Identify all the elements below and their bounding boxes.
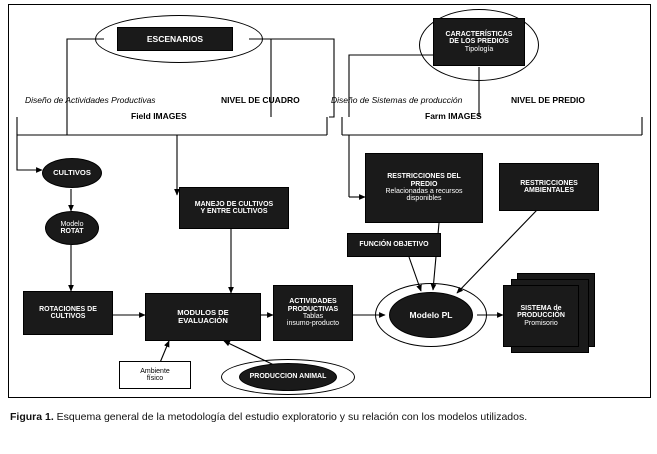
label-field-images: Field IMAGES [131, 111, 187, 121]
node-produccion-animal-label: PRODUCCION ANIMAL [249, 373, 327, 381]
node-manejo-line1: MANEJO DE CULTIVOS [194, 200, 274, 208]
node-sistema-line2: PRODUCCIÓN [517, 312, 565, 320]
node-modelo-rotat-line1: Modelo [60, 220, 84, 228]
node-cultivos[interactable] [42, 158, 102, 188]
node-escenarios-label: ESCENARIOS [146, 33, 204, 44]
node-actividades-line1: ACTIVIDADES [289, 298, 337, 306]
node-cultivos-label: CULTIVOS [53, 168, 91, 178]
node-restricciones-predio-line1: RESTRICCIONES DEL [387, 173, 461, 181]
node-escenarios[interactable] [117, 27, 233, 51]
label-farm-images: Farm IMAGES [425, 111, 482, 121]
node-actividades-productivas[interactable] [273, 285, 353, 341]
node-restricciones-ambientales[interactable] [499, 163, 599, 211]
node-produccion-animal[interactable] [239, 363, 337, 391]
label-diseno-actividades: Diseño de Actividades Productivas [25, 95, 156, 105]
node-restricciones-predio-line4: disponibles [406, 195, 442, 203]
node-sistema-produccion-stack[interactable] [503, 273, 597, 353]
node-actividades-line4: insumo-producto [286, 320, 340, 328]
node-caracteristicas-line2: DE LOS PREDIOS [449, 38, 509, 46]
node-rotaciones-cultivos[interactable] [23, 291, 113, 335]
node-ambiente-line1: Ambiente [140, 367, 170, 375]
node-modelo-rotat-line2: ROTAT [60, 228, 84, 235]
node-manejo-cultivos[interactable] [179, 187, 289, 229]
node-restricciones-ambientales-line1: RESTRICCIONES [520, 179, 578, 187]
node-sistema-line3: Promisorio [524, 319, 558, 327]
node-ambiente-line2: físico [146, 375, 164, 382]
node-caracteristicas-line1: CARACTERÍSTICAS [445, 30, 513, 38]
node-modelo-pl-label: Modelo PL [409, 309, 453, 320]
node-restricciones-ambientales-line2: AMBIENTALES [523, 187, 575, 194]
label-nivel-cuadro: NIVEL DE CUADRO [221, 95, 300, 105]
diagram-canvas [8, 4, 651, 398]
figure-caption-text: Esquema general de la metodología del estudio exploratorio y su relación con los modelos utilizados. [53, 411, 528, 423]
node-restricciones-predio[interactable] [365, 153, 483, 223]
node-sistema-line1: SISTEMA de [520, 304, 562, 312]
node-funcion-objetivo[interactable] [347, 233, 441, 257]
label-nivel-predio: NIVEL DE PREDIO [511, 95, 585, 105]
node-modelo-pl[interactable] [389, 292, 473, 338]
node-restricciones-predio-line2: PREDIO [410, 180, 438, 188]
node-sistema-produccion[interactable] [503, 285, 579, 347]
node-manejo-line2: Y ENTRE CULTIVOS [200, 208, 268, 215]
node-modelo-rotat[interactable] [45, 211, 99, 245]
figure-caption-label: Figura 1. [10, 411, 54, 423]
node-caracteristicas-predios[interactable] [433, 18, 525, 66]
node-actividades-line3: Tablas [302, 313, 324, 320]
label-diseno-sistemas: Diseño de Sistemas de producción [331, 95, 463, 105]
node-funcion-objetivo-label: FUNCIÓN OBJETIVO [359, 241, 429, 249]
node-rotaciones-line1: ROTACIONES DE [39, 305, 97, 313]
node-actividades-line2: PRODUCTIVAS [287, 305, 339, 313]
node-rotaciones-line2: CULTIVOS [50, 313, 86, 320]
node-modulos-line2: EVALUACIÓN [178, 316, 228, 325]
node-modulos-evaluacion[interactable] [145, 293, 261, 341]
node-caracteristicas-line3: Tipología [464, 45, 494, 53]
node-ambiente-fisico[interactable] [119, 361, 191, 389]
node-restricciones-predio-line3: Relacionadas a recursos [385, 188, 463, 195]
node-modulos-line1: MODULOS DE [177, 308, 229, 318]
figure-caption [10, 410, 648, 424]
